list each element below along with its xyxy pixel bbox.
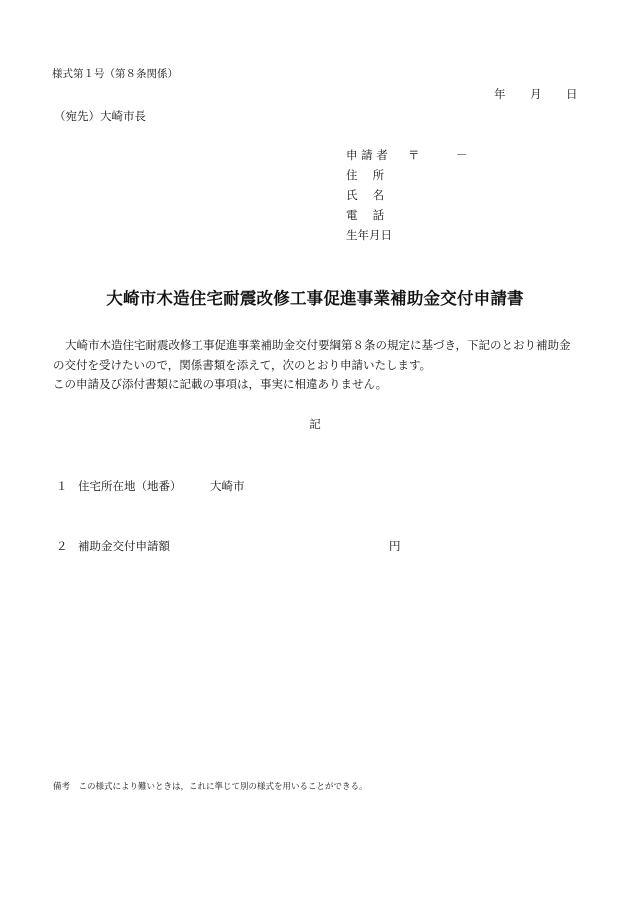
name-label: 氏 名 <box>346 188 385 202</box>
addressee: （宛先）大崎市長 <box>54 109 146 123</box>
item-value: 大崎市 <box>210 479 245 493</box>
postal-mark: 〒 <box>408 148 420 162</box>
address-label: 住 所 <box>346 168 385 182</box>
body-text <box>53 336 581 395</box>
birthdate-label: 生年月日 <box>346 228 392 242</box>
form-number: 様式第１号（第８条関係） <box>52 68 178 80</box>
item-value: 円 <box>389 539 401 553</box>
applicant-heading: 申 請 者 <box>346 148 388 162</box>
ki-heading: 記 <box>309 417 321 431</box>
item-number: １ <box>56 479 68 493</box>
postal-dash: － <box>456 148 468 162</box>
item-label: 補助金交付申請額 <box>78 539 170 553</box>
body-paragraph-1: 大崎市木造住宅耐震改修工事促進事業補助金交付要綱第８条の規定に基づき，下記のとおり補助金の交付を受けたいので，関係書類を添えて，次のとおり申請いたします。 <box>53 338 571 372</box>
item-label: 住宅所在地（地番） <box>78 479 182 493</box>
applicant-heading-row <box>346 147 468 163</box>
date-month: 月 <box>530 87 542 101</box>
remarks: 備考 この様式により難いときは，これに準じて別の様式を用いることができる。 <box>53 782 368 792</box>
body-paragraph-2: この申請及び添付書類に記載の事項は，事実に相違ありません。 <box>53 377 388 391</box>
phone-label: 電 話 <box>346 208 385 222</box>
document-title: 大崎市木造住宅耐震改修工事促進事業補助金交付申請書 <box>106 289 524 308</box>
date-day: 日 <box>566 87 578 101</box>
item-number: ２ <box>56 539 68 553</box>
date-year: 年 <box>494 87 506 101</box>
